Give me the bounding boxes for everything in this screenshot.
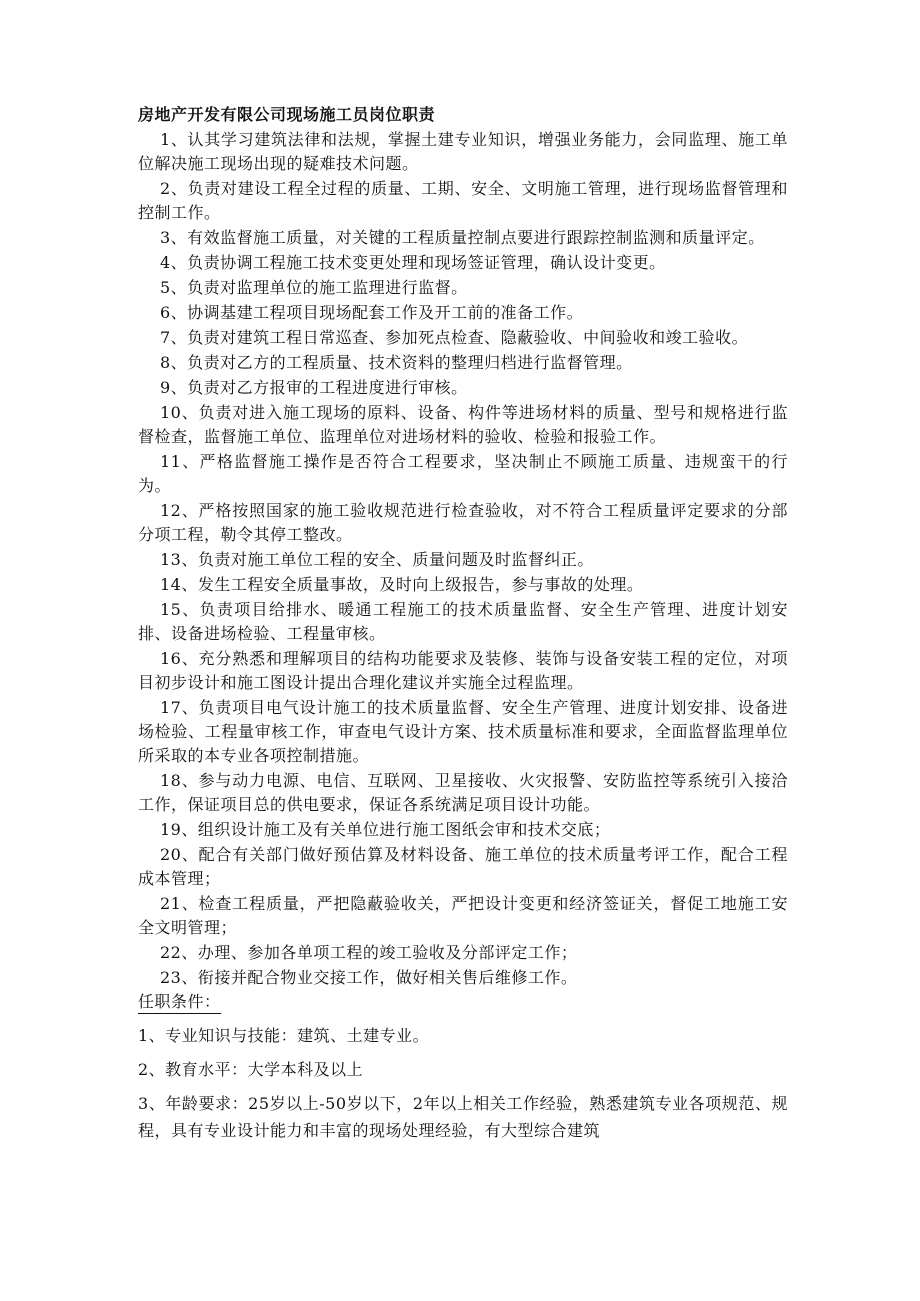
duty-item: 19、组织设计施工及有关单位进行施工图纸会审和技术交底；: [160, 820, 611, 839]
duty-item: 15、负责项目给排水、暖通工程施工的技术质量监督、安全生产管理、进度计划安排、设备进场检验、工程量审核。: [138, 600, 788, 643]
requirement-item: 1、专业知识与技能：建筑、土建专业。: [138, 1026, 430, 1045]
duty-item: 18、参与动力电源、电信、互联网、卫星接收、火灾报警、安防监控等系统引入接洽工作，保证项目总的供电要求，保证各系统满足项目设计功能。: [138, 771, 788, 814]
duty-item: 3、有效监督施工质量，对关键的工程质量控制点要进行跟踪控制监测和质量评定。: [160, 228, 765, 247]
duty-item: 1、认其学习建筑法律和法规，掌握土建专业知识，增强业务能力，会同监理、施工单位解决施工现场出现的疑难技术问题。: [138, 130, 788, 173]
duty-item: 6、协调基建工程项目现场配套工作及开工前的准备工作。: [160, 303, 584, 322]
duty-item: 22、办理、参加各单项工程的竣工验收及分部评定工作；: [160, 943, 578, 962]
duty-item: 21、检查工程质量，严把隐蔽验收关，严把设计变更和经济签证关，督促工地施工安全文明管理；: [138, 894, 788, 937]
duty-item: 20、配合有关部门做好预估算及材料设备、施工单位的技术质量考评工作，配合工程成本管理；: [138, 845, 788, 888]
duty-item: 8、负责对乙方的工程质量、技术资料的整理归档进行监督管理。: [160, 353, 633, 372]
duty-item: 2、负责对建设工程全过程的质量、工期、安全、文明施工管理，进行现场监督管理和控制工作。: [138, 179, 788, 222]
duty-item: 16、充分熟悉和理解项目的结构功能要求及装修、装饰与设备安装工程的定位，对项目初步设计和施工图设计提出合理化建议并实施全过程监理。: [138, 649, 788, 692]
duty-item: 10、负责对进入施工现场的原料、设备、构件等进场材料的质量、型号和规格进行监督检查，监督施工单位、监理单位对进场材料的验收、检验和报验工作。: [138, 403, 788, 446]
duty-item: 7、负责对建筑工程日常巡查、参加死点检查、隐蔽验收、中间验收和竣工验收。: [160, 328, 749, 347]
requirement-item: 3、年龄要求：25岁以上-50岁以下，2年以上相关工作经验，熟悉建筑专业各项规范、规程，具有专业设计能力和丰富的现场处理经验，有大型综合建筑: [138, 1094, 788, 1140]
duty-item: 12、严格按照国家的施工验收规范进行检查验收，对不符合工程质量评定要求的分部分项工程，勒令其停工整改。: [138, 501, 788, 544]
requirement-item: 2、教育水平：大学本科及以上: [138, 1060, 364, 1079]
document-page: [138, 103, 788, 1151]
requirements-heading: 任职条件：: [138, 991, 221, 1014]
duty-item: 9、负责对乙方报审的工程进度进行审核。: [160, 378, 468, 397]
duty-item: 14、发生工程安全质量事故，及时向上级报告，参与事故的处理。: [160, 575, 644, 594]
duty-item: 23、衔接并配合物业交接工作，做好相关售后维修工作。: [160, 968, 578, 987]
document-title: 房地产开发有限公司现场施工员岗位职责: [138, 105, 436, 124]
duty-item: 13、负责对施工单位工程的安全、质量问题及时监督纠正。: [160, 550, 594, 569]
duty-item: 4、负责协调工程施工技术变更处理和现场签证管理，确认设计变更。: [160, 253, 666, 272]
duty-item: 11、严格监督施工操作是否符合工程要求，坚决制止不顾施工质量、违规蛮干的行为。: [138, 452, 788, 495]
duties-list: [138, 128, 788, 991]
requirements-list: [138, 1022, 788, 1144]
duty-item: 17、负责项目电气设计施工的技术质量监督、安全生产管理、进度计划安排、设备进场检验、工程量审核工作，审查电气设计方案、技术质量标准和要求，全面监督监理单位所采取的本专业各项控制措施。: [138, 698, 788, 765]
duty-item: 5、负责对监理单位的施工监理进行监督。: [160, 278, 468, 297]
